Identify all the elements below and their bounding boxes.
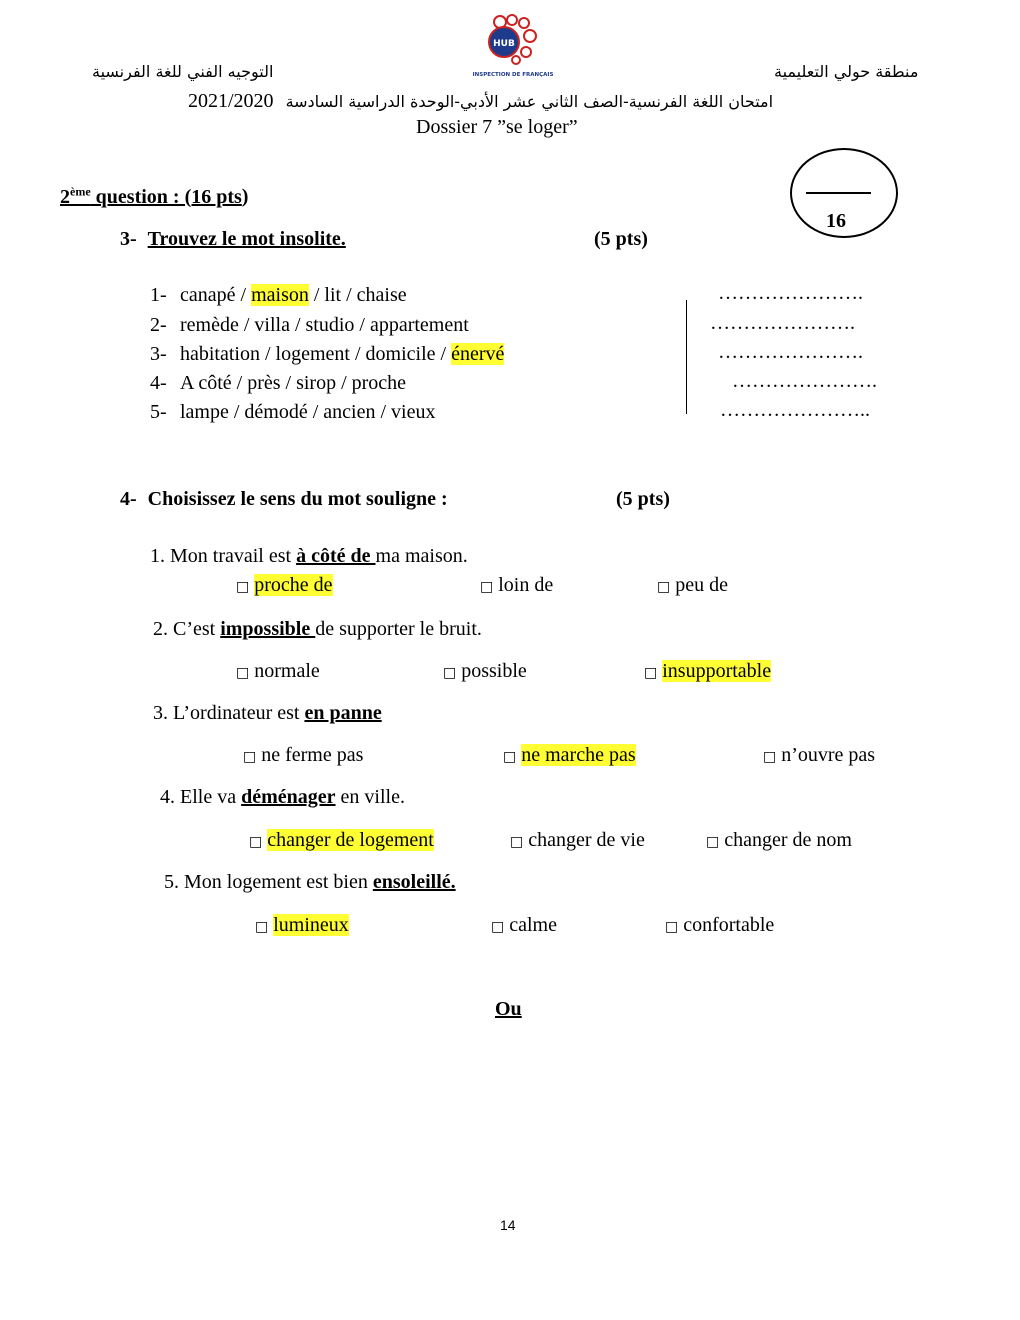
checkbox-icon[interactable]: □ — [443, 665, 457, 681]
option-label: insupportable — [662, 660, 772, 682]
question-prefix: 2. C’est — [153, 618, 221, 640]
mcq-option[interactable] — [510, 829, 645, 852]
item-word-list: canapé / — [180, 284, 252, 306]
mcq-option[interactable] — [706, 829, 852, 852]
option-label: n’ouvre pas — [781, 744, 876, 766]
section3-points: (5 pts) — [594, 228, 648, 250]
underlined-word: à côté de — [296, 545, 376, 567]
logo-bubble — [507, 15, 517, 25]
item-number: 1- — [150, 284, 167, 306]
checkbox-icon[interactable]: □ — [480, 579, 494, 595]
question-prefix: 3. L’ordinateur est — [153, 702, 305, 724]
item-word-list: remède / villa / studio / appartement — [180, 314, 469, 336]
answer-blank[interactable]: …………………. — [718, 282, 863, 304]
score-total: 16 — [826, 210, 846, 232]
checkbox-icon[interactable]: □ — [665, 919, 679, 935]
answer-blank[interactable]: ………………….. — [720, 399, 870, 421]
answer-blank[interactable]: …………………. — [732, 370, 877, 392]
dossier-title: Dossier 7 ”se loger” — [416, 116, 578, 138]
logo-caption: INSPECTION DE FRANÇAIS — [472, 72, 554, 78]
header-exam-title: امتحان اللغة الفرنسية-الصف الثاني عشر الأدبي-الوحدة الدراسية السادسة — [285, 92, 774, 111]
question-label: question : (16 pts — [90, 185, 242, 208]
mcq-option[interactable] — [491, 914, 557, 937]
checkbox-icon[interactable]: □ — [503, 749, 517, 765]
item-number: 3- — [150, 343, 167, 365]
logo-bubble — [519, 18, 529, 28]
underlined-word: en panne — [304, 702, 382, 724]
answer-blank[interactable]: …………………. — [718, 341, 863, 363]
option-label: proche de — [254, 574, 333, 596]
question-number: 2 — [60, 185, 70, 208]
checkbox-icon[interactable]: □ — [249, 834, 263, 850]
option-label: normale — [254, 660, 320, 682]
option-label: possible — [461, 660, 527, 682]
insolite-item — [150, 343, 504, 366]
item-word-list: / lit / chaise — [308, 284, 407, 306]
option-label: ne ferme pas — [261, 744, 364, 766]
answer-divider — [686, 300, 687, 414]
header-right-title: منطقة حولي التعليمية — [774, 62, 919, 81]
or-label: Ou — [495, 998, 522, 1020]
underlined-word: ensoleillé. — [372, 871, 456, 893]
question-suffix: en ville. — [335, 786, 405, 808]
mcq-option[interactable] — [243, 744, 363, 767]
mcq-option[interactable] — [236, 660, 320, 683]
checkbox-icon[interactable]: □ — [510, 834, 524, 850]
mcq-option[interactable] — [236, 574, 333, 597]
mcq-option[interactable] — [665, 914, 774, 937]
page-number: 14 — [500, 1217, 516, 1233]
question-close: ) — [241, 185, 249, 208]
mcq-option[interactable] — [657, 574, 728, 597]
option-label: changer de logement — [267, 829, 434, 851]
answer-blank[interactable]: …………………. — [710, 312, 855, 334]
checkbox-icon[interactable]: □ — [706, 834, 720, 850]
question-suffix: de supporter le bruit. — [315, 618, 482, 640]
option-label: changer de nom — [724, 829, 852, 851]
section3-number: 3- — [120, 228, 137, 250]
underlined-word: déménager — [241, 786, 336, 808]
checkbox-icon[interactable]: □ — [236, 579, 250, 595]
header-year: 2021/2020 — [188, 90, 274, 112]
section4-points: (5 pts) — [616, 488, 670, 510]
score-line — [806, 192, 871, 194]
section4-number: 4- — [120, 488, 137, 510]
mcq-question — [164, 871, 456, 894]
mcq-option[interactable] — [763, 744, 875, 767]
question-prefix: 4. Elle va — [160, 786, 242, 808]
checkbox-icon[interactable]: □ — [644, 665, 658, 681]
item-word-list: A côté / près / sirop / proche — [180, 372, 407, 394]
checkbox-icon[interactable]: □ — [236, 665, 250, 681]
mcq-question — [153, 702, 382, 725]
checkbox-icon[interactable]: □ — [243, 749, 257, 765]
question-heading — [60, 184, 248, 209]
section3-title: Trouvez le mot insolite. — [147, 228, 346, 250]
option-label: confortable — [683, 914, 775, 936]
question-prefix: 5. Mon logement est bien — [164, 871, 373, 893]
item-number: 5- — [150, 401, 167, 423]
mcq-option[interactable] — [249, 829, 434, 852]
hub-logo — [472, 12, 554, 82]
mcq-option[interactable] — [443, 660, 527, 683]
mcq-question — [160, 786, 405, 809]
option-label: loin de — [498, 574, 554, 596]
section4-title: Choisissez le sens du mot souligne : — [147, 488, 448, 510]
checkbox-icon[interactable]: □ — [763, 749, 777, 765]
question-prefix: 1. Mon travail est — [150, 545, 297, 567]
section4-heading — [120, 488, 448, 511]
mcq-option[interactable] — [480, 574, 553, 597]
insolite-item — [150, 401, 435, 424]
answer-highlight: maison — [251, 284, 309, 306]
header-left-title: التوجيه الفني للغة الفرنسية — [92, 62, 274, 81]
question-suffix: ma maison. — [375, 545, 468, 567]
logo-bubble — [512, 56, 520, 64]
mcq-question — [153, 618, 482, 641]
logo-bubble — [521, 47, 531, 57]
option-label: ne marche pas — [521, 744, 636, 766]
underlined-word: impossible — [220, 618, 316, 640]
checkbox-icon[interactable]: □ — [491, 919, 505, 935]
insolite-item — [150, 314, 469, 337]
mcq-option[interactable] — [503, 744, 636, 767]
insolite-item — [150, 372, 406, 395]
option-label: lumineux — [273, 914, 349, 936]
option-label: calme — [509, 914, 557, 936]
mcq-option[interactable] — [644, 660, 771, 683]
checkbox-icon[interactable]: □ — [657, 579, 671, 595]
item-word-list: habitation / logement / domicile / — [180, 343, 452, 365]
question-sup: ème — [70, 184, 91, 198]
logo-text: HUB — [493, 39, 515, 49]
option-label: changer de vie — [528, 829, 645, 851]
logo-bubble — [524, 30, 536, 42]
checkbox-icon[interactable]: □ — [255, 919, 269, 935]
section3-heading — [120, 228, 346, 251]
mcq-option[interactable] — [255, 914, 349, 937]
mcq-question — [150, 545, 468, 568]
item-number: 2- — [150, 314, 167, 336]
option-label: peu de — [675, 574, 728, 596]
insolite-item — [150, 284, 407, 307]
header-exam-line — [188, 90, 773, 113]
item-word-list: lampe / démodé / ancien / vieux — [180, 401, 436, 423]
item-number: 4- — [150, 372, 167, 394]
answer-highlight: énervé — [451, 343, 505, 365]
